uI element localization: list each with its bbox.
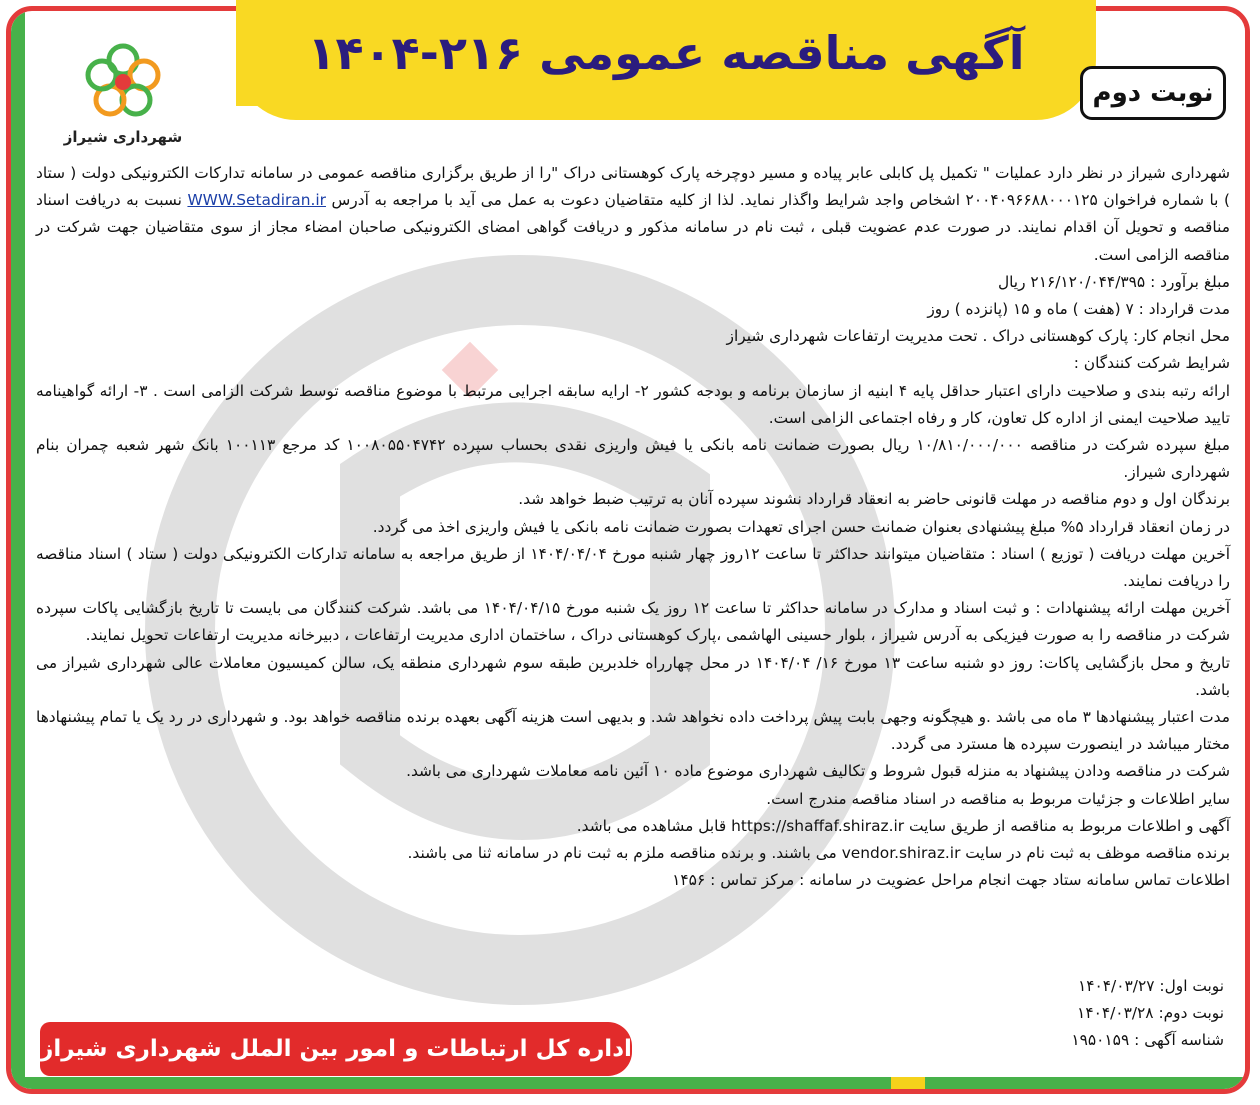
ad-id-value: ۱۹۵۰۱۵۹ (1071, 1031, 1130, 1049)
ad-body (36, 160, 1230, 894)
first-publish-row (1078, 973, 1224, 1000)
validity-text: مدت اعتبار پیشنهادها ۳ ماه می باشد .و هیچگونه وجهی بابت پیش پرداخت داده نخواهد شد. و بدیهی است هزینه آگهی بعهده برنده مناقصه خواهد بود. و شهرداری در رد یک یا تمام پیشنهادها مختار میباشد در اینصورت سپرده ها مسترد می گردد. (36, 708, 1230, 754)
logo-text: شهرداری شیراز (63, 128, 183, 146)
estimate-line: مبلغ برآورد : ۲۱۶/۱۲۰/۰۴۴/۳۹۵ ریال (997, 272, 1230, 291)
intro-paragraph (36, 160, 1230, 269)
frame-accent-left (11, 11, 25, 1089)
footer-banner: اداره کل ارتباطات و امور بین الملل شهرداری شیراز (40, 1022, 632, 1076)
second-publish-row (1077, 1000, 1224, 1027)
round-badge: نوبت دوم (1080, 66, 1226, 120)
submit-deadline-text: آخرین مهلت ارائه پیشنهادات : و ثبت اسناد و مدارک در سامانه حداکثر تا ساعت ۱۲ روز یک شنبه مورخ ۱۴۰۴/۰۴/۱۵ می باشد. شرکت کنندگان می بایست تا تاریخ بازگشایی پاکات سپرده شرکت در مناقصه را به صورت فیزیکی به آدرس شیراز ، بلوار حسینی الهاشمی ،پارک کوهستانی دراک ، ساختمان اداری مدیریت ارتفاعات ، دبیرخانه مدیریت ارتفاعات تحویل نمایند. (36, 599, 1230, 645)
vendor-text: برنده مناقصه موظف به ثبت نام در سایت vendor.shiraz.ir می باشند. و برنده مناقصه ملزم به ثبت نام در سامانه ثنا می باشند. (407, 844, 1230, 863)
setadiran-link[interactable]: WWW.Setadiran.ir (187, 191, 326, 210)
frame-accent-bottom-right (925, 1077, 1245, 1089)
contact-text: اطلاعات تماس سامانه ستاد جهت انجام مراحل عضویت در سامانه : مرکز تماس : ۱۴۵۶ (672, 871, 1230, 890)
title-band (236, 0, 1096, 120)
frame-accent-bottom (11, 1077, 911, 1089)
ad-title: آگهی مناقصه عمومی ۲۱۶-۱۴۰۴ (307, 26, 1025, 80)
conditions-text: ارائه رتبه بندی و صلاحیت دارای اعتبار حداقل پایه ۴ ابنیه از سازمان برنامه و بودجه کشور ۲- ارایه سابقه اجرایی مرتبط با موضوع مناقصه توسط شرکت الزامی است . ۳- ارائه گواهینامه تایید صلاحیت ایمنی از اداره کل تعاون، کار و رفاه اجتماعی الزامی است. (36, 381, 1230, 427)
receive-deadline-text: آخرین مهلت دریافت ( توزیع ) اسناد : متقاضیان میتوانند حداکثر تا ساعت ۱۲روز چهار شنبه مورخ ۱۴۰۴/۰۴/۰۴ از طریق مراجعه به سامانه تدارکات الکترونیکی دولت ( ستاد ) اسناد مناقصه را دریافت نمایند. (36, 544, 1230, 591)
winners-text: برندگان اول و دوم مناقصه در مهلت قانونی حاضر به انعقاد قرارداد نشوند سپرده آنان به ترتیب ضبط خواهد شد. (518, 490, 1230, 509)
first-publish-label: نوبت اول: (1159, 977, 1224, 995)
intro-text-b: نسبت به دریافت اسناد مناقصه و تحویل آن اقدام نمایند. در صورت عدم عضویت قبلی ، ثبت نام در سامانه مذکور و دریافت گواهی امضای الکترونیکی صاحبان امضاء مجاز از سوی متقاضیان جهت شرکت در مناقصه الزامی است. (36, 191, 1230, 264)
ad-id-label: شناسه آگهی : (1134, 1031, 1224, 1049)
second-publish-date: ۱۴۰۴/۰۳/۲۸ (1077, 1004, 1154, 1022)
first-publish-date: ۱۴۰۴/۰۳/۲۷ (1077, 977, 1155, 995)
guarantee-text: در زمان انعقاد قرارداد ۵% مبلغ پیشنهادی بعنوان ضمانت حسن اجرای تعهدات بصورت ضمانت نامه بانکی یا فیش واریزی اخذ می گردد. (372, 517, 1230, 536)
second-publish-label: نوبت دوم: (1158, 1004, 1224, 1022)
ad-id-row (1071, 1027, 1224, 1054)
opening-text: تاریخ و محل بازگشایی پاکات: روز دو شنبه ساعت ۱۳ مورخ ۱۶/ ۱۴۰۴/۰۴ در محل چهارراه خلدبرین طبقه سوم شهرداری منطقه یک، سالن کمیسیون معاملات عالی شهرداری شیراز می باشد. (36, 653, 1231, 699)
flower-logo-icon (58, 30, 188, 160)
other-info-text: سایر اطلاعات و جزئیات مربوط به مناقصه در اسناد مناقصه مندرج است. (766, 789, 1230, 808)
intro-text-a: شهرداری شیراز در نظر دارد عملیات " تکمیل پل کابلی عابر پیاده و مسیر دوچرخه پارک کوهستانی دراک "را از طریق برگزاری مناقصه عمومی در سامانه تدارکات الکترونیکی دولت ( ستاد ) با شماره فراخوان ۲۰۰۴۰۹۶۶۸۸۰۰۰۱۲۵ اشخاص واجد شرایط واگذار نماید. لذا از کلیه متقاضیان دعوت به عمل می آید با مراجعه به آدرس (36, 164, 1230, 210)
municipality-logo (58, 30, 188, 160)
deposit-text: مبلغ سپرده شرکت در مناقصه ۱۰/۸۱۰/۰۰۰/۰۰۰ ریال بصورت ضمانت نامه بانکی یا فیش واریزی نقدی بحساب سپرده ۱۰۰۸۰۵۵۰۴۷۴۲ کد مرجع ۱۰۰۱۱۳ بانک شهر شعبه چمران بنام شهرداری شیراز. (36, 436, 1230, 482)
site-info-text: آگهی و اطلاعات مربوط به مناقصه از طریق سایت https://shaffaf.shiraz.ir قابل مشاهده می باشد. (576, 816, 1230, 835)
participation-text: شرکت در مناقصه ودادن پیشنهاد به منزله قبول شروط و تکالیف شهرداری موضوع ماده ۱۰ آئین نامه معاملات شهرداری می باشد. (406, 762, 1230, 781)
duration-line: مدت قرارداد : ۷ (هفت ) ماه و ۱۵ (پانزده ) روز (927, 300, 1230, 319)
location-line: محل انجام کار: پارک کوهستانی دراک . تحت مدیریت ارتفاعات شهرداری شیراز (726, 327, 1230, 346)
conditions-title: شرایط شرکت کنندگان : (1073, 354, 1230, 373)
